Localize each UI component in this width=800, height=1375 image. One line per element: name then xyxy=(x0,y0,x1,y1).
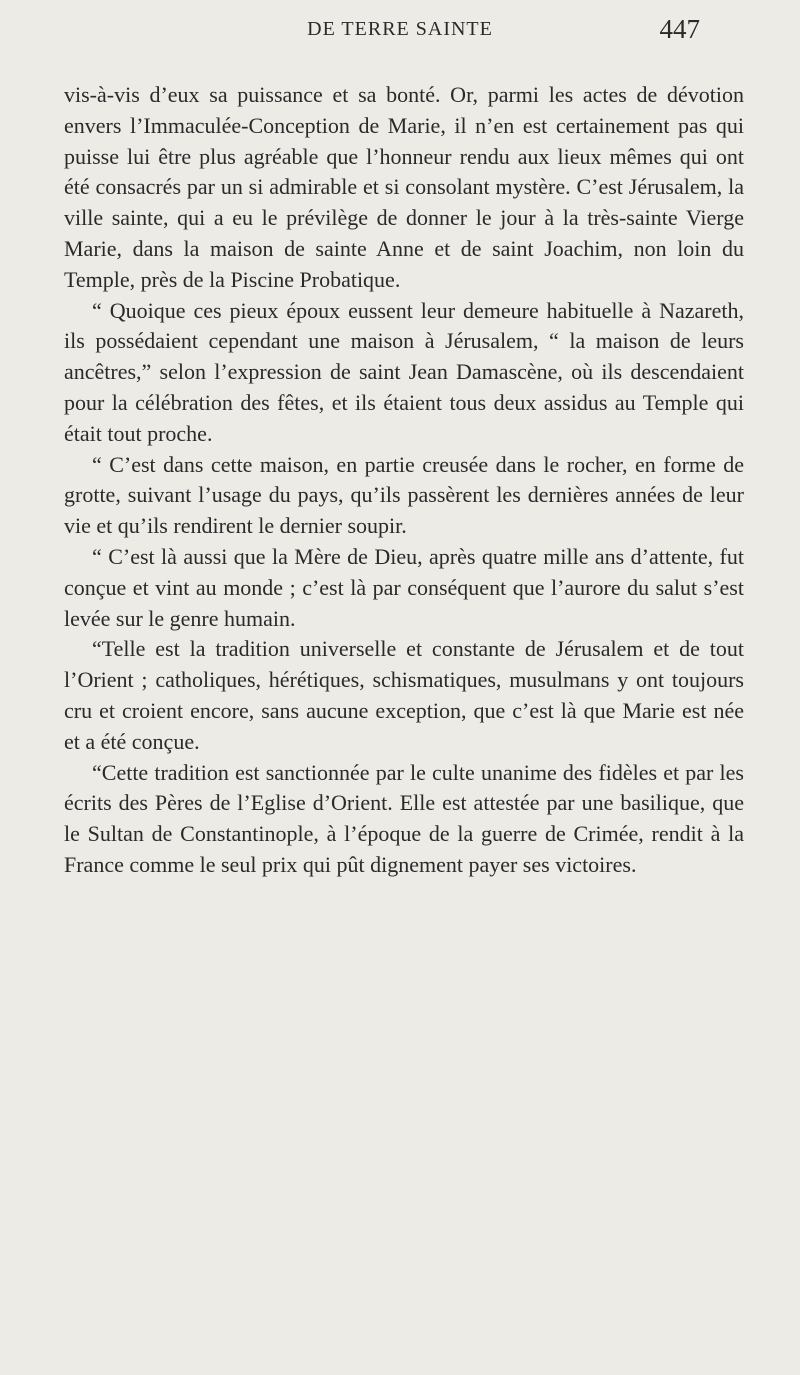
paragraph: vis-à-vis d’eux sa puissance et sa bonté. Or, parmi les actes de dévotion envers l’Immaculée-Conception de Marie, il n’en est certainement pas qui puisse lui être plus agréable que l’honneur rendu aux lieux mêmes qui ont été consacrés par un si admirable et si consolant mystère. C’est Jérusalem, la ville sainte, qui a eu le prévilège de donner le jour à la très-sainte Vierge Marie, dans la maison de sainte Anne et de saint Joachim, non loin du Temple, près de la Piscine Probatique. xyxy=(64,82,744,292)
running-head xyxy=(0,8,800,48)
page-number: 447 xyxy=(659,14,700,44)
body-text xyxy=(64,80,744,881)
paragraph: “Cette tradition est sanctionnée par le culte unanime des fidèles et par les écrits des Pères de l’Eglise d’Orient. Elle est attestée par une basilique, que le Sultan de Constantinople, à l’époque de la guerre de Crimée, rendit à la France comme le seul prix qui pût dignement payer ses victoires. xyxy=(64,759,744,877)
paragraph: “ C’est là aussi que la Mère de Dieu, après quatre mille ans d’attente, fut conçue et vint au monde ; c’est là par conséquent que l’aurore du salut s’est levée sur le genre humain. xyxy=(64,543,744,631)
paragraph: “ Quoique ces pieux époux eussent leur demeure habituelle à Nazareth, ils possédaient cependant une maison à Jérusalem, “ la maison de leurs ancêtres,” selon l’expression de saint Jean Damascène, où ils descendaient pour la célébration des fêtes, et ils étaient tous deux assidus au Temple qui était tout proche. xyxy=(64,297,744,446)
running-title: DE TERRE SAINTE xyxy=(307,18,493,40)
paragraph: “Telle est la tradition universelle et constante de Jérusalem et de tout l’Orient ; catholiques, hérétiques, schismatiques, musulmans y ont toujours cru et croient encore, sans aucune exception, que c’est là que Marie est née et a été conçue. xyxy=(64,636,744,754)
paragraph: “ C’est dans cette maison, en partie creusée dans le rocher, en forme de grotte, suivant l’usage du pays, qu’ils passèrent les dernières années de leur vie et qu’ils rendirent le dernier soupir. xyxy=(64,451,744,539)
